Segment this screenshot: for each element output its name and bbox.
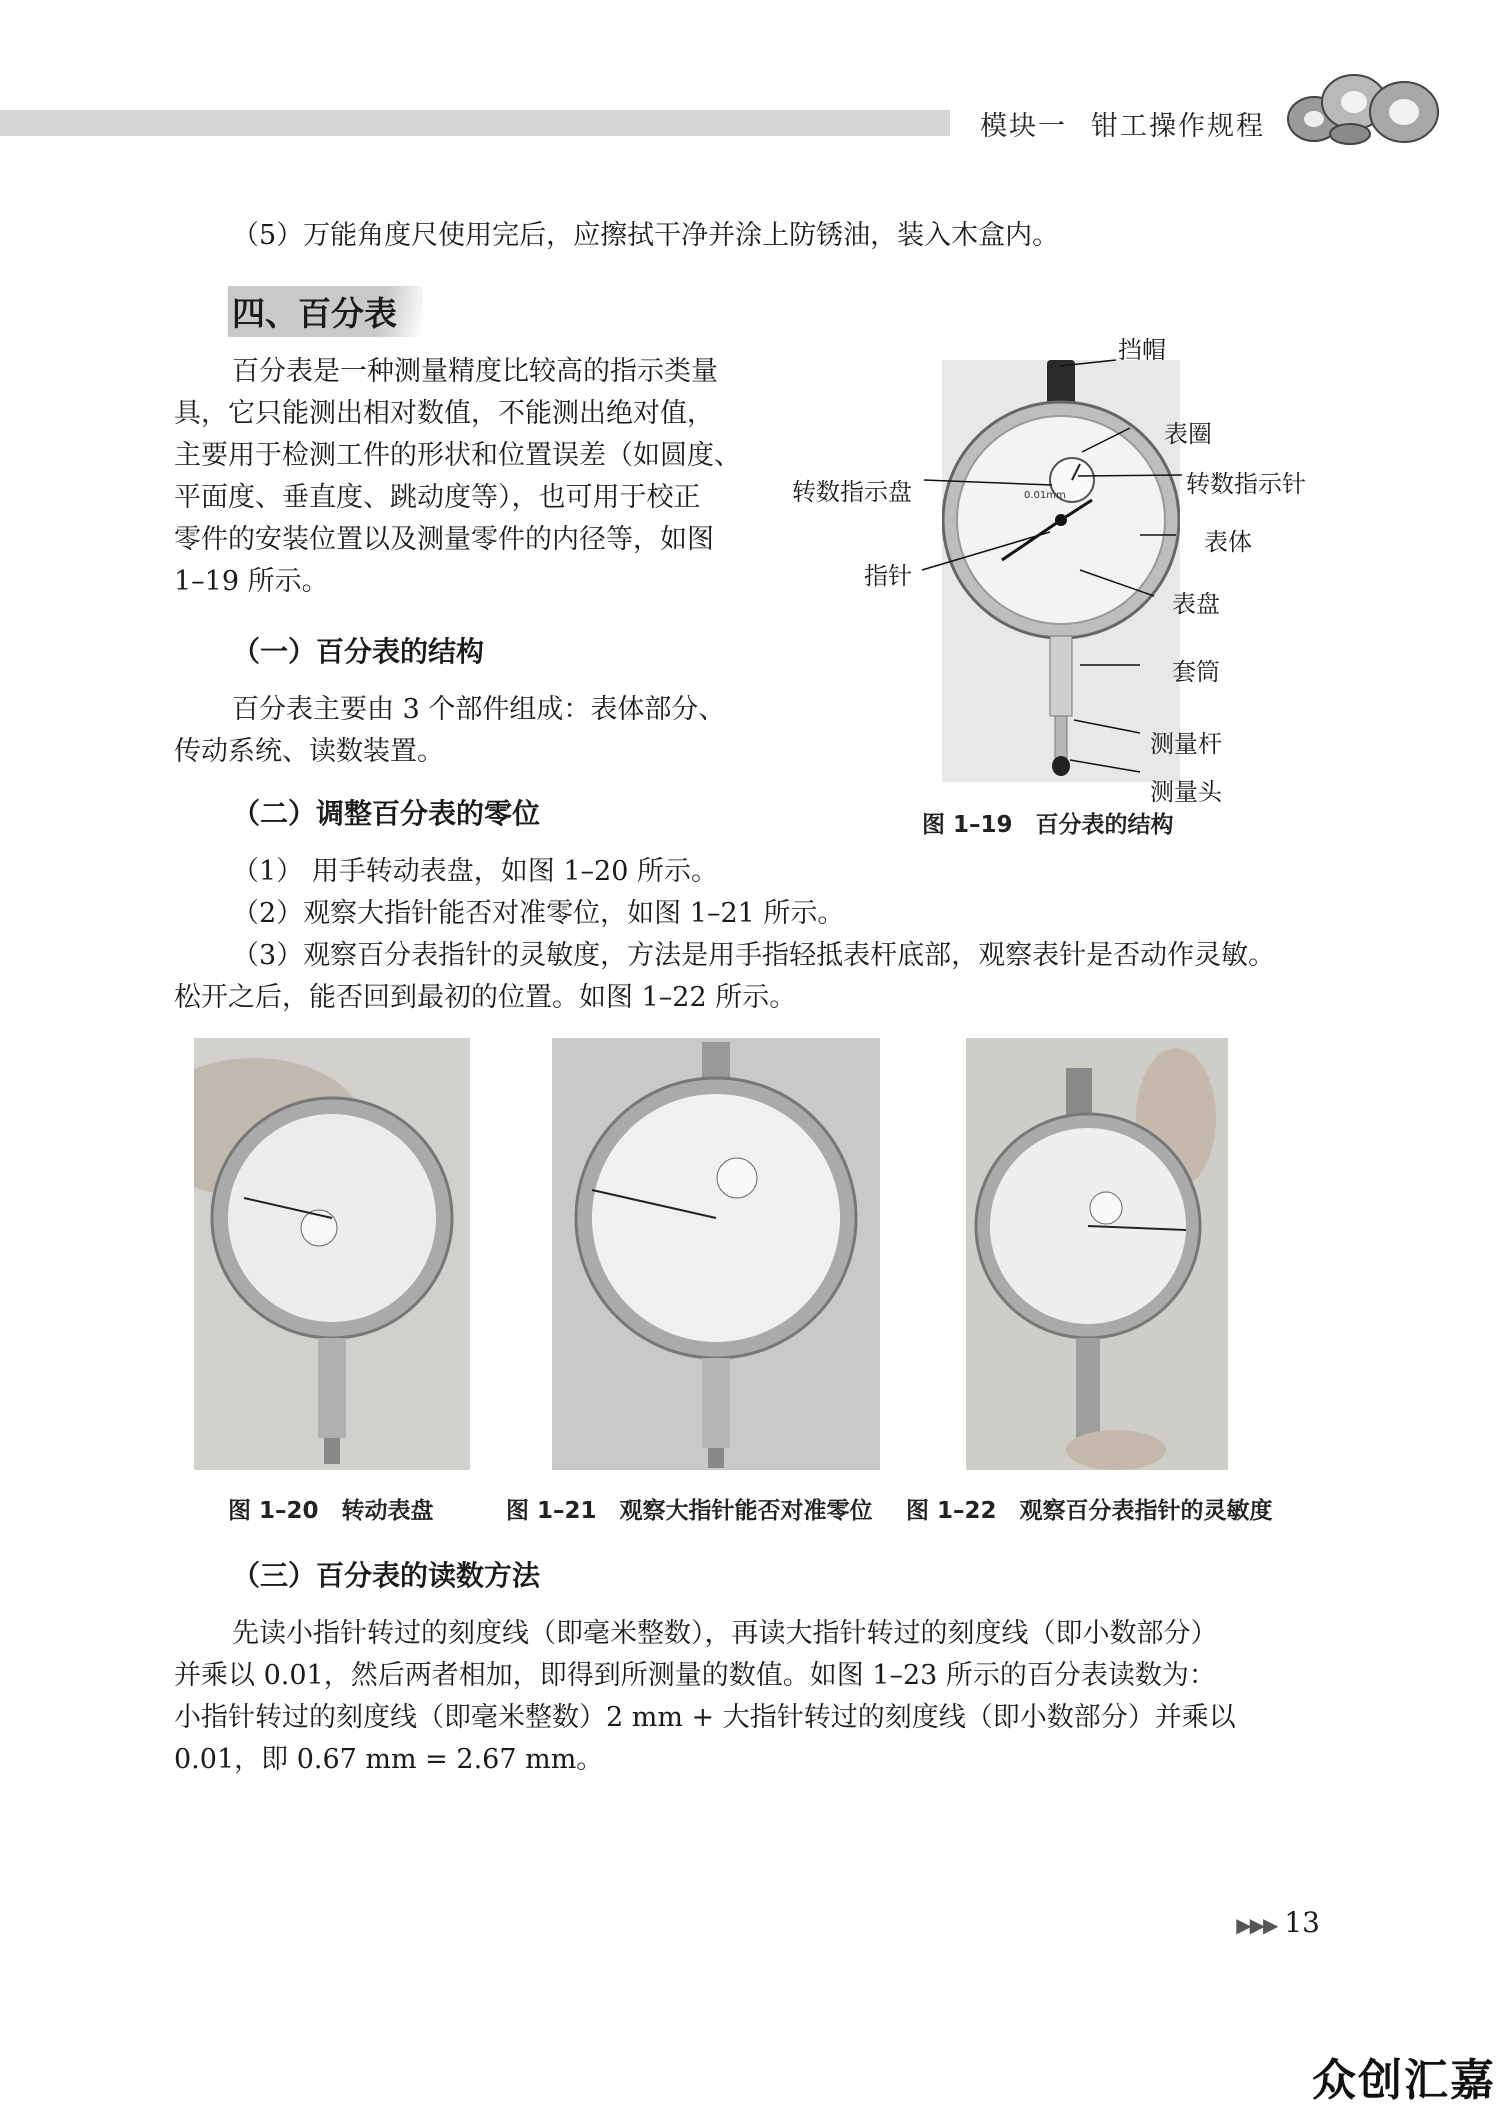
intro-line: 具，它只能测出相对数值，不能测出绝对值， <box>174 398 714 429</box>
label-head: 测量头 <box>1150 778 1222 806</box>
dies-icon <box>1280 64 1450 148</box>
figure-1-21-photo <box>552 1038 880 1470</box>
label-needle: 指针 <box>864 562 912 590</box>
label-bezel: 表圈 <box>1164 420 1212 448</box>
label-sleeve: 套筒 <box>1172 658 1220 686</box>
header-title: 钳工操作规程 <box>1091 111 1265 142</box>
figure-1-22-photo <box>966 1038 1228 1470</box>
dial-photo-2 <box>552 1038 880 1470</box>
figure-1-19-caption: 图 1–19 百分表的结构 <box>922 812 1174 838</box>
reading-line: 小指针转过的刻度线（即毫米整数）2 mm + 大指针转过的刻度线（即小数部分）并乘以 <box>174 1702 1236 1733</box>
header-bar <box>0 110 950 136</box>
structure-line: 百分表主要由 3 个部件组成：表体部分、 <box>232 694 726 725</box>
running-header <box>980 104 1265 143</box>
figure-1-20-photo <box>194 1038 470 1470</box>
label-rev-needle: 转数指示针 <box>1186 470 1306 498</box>
intro-line: 主要用于检测工件的形状和位置误差（如圆度、 <box>174 440 741 471</box>
step-line: （2）观察大指针能否对准零位，如图 1–21 所示。 <box>232 898 845 929</box>
label-body: 表体 <box>1204 528 1252 556</box>
subsection-reading-title: （三）百分表的读数方法 <box>232 1559 541 1592</box>
intro-line: 零件的安装位置以及测量零件的内径等，如图 <box>174 524 714 555</box>
intro-line: 1–19 所示。 <box>174 566 329 597</box>
step-line: 松开之后，能否回到最初的位置。如图 1–22 所示。 <box>174 982 797 1013</box>
watermark: 众创汇嘉 <box>1312 2055 1496 2106</box>
label-rev-dial: 转数指示盘 <box>792 478 912 506</box>
page-number-value: 13 <box>1284 1906 1320 1939</box>
intro-line: 百分表是一种测量精度比较高的指示类量 <box>232 356 718 387</box>
header-module: 模块一 <box>980 111 1067 142</box>
intro-line: 平面度、垂直度、跳动度等），也可用于校正 <box>174 482 701 513</box>
structure-line: 传动系统、读数装置。 <box>174 736 444 767</box>
dial-photo-1 <box>194 1038 470 1470</box>
step-line: （3）观察百分表指针的灵敏度，方法是用手指轻抵表杆底部，观察表针是否动作灵敏。 <box>232 940 1276 971</box>
figure-1-22-caption: 图 1–22 观察百分表指针的灵敏度 <box>906 1498 1273 1524</box>
label-cap: 挡帽 <box>1118 336 1166 364</box>
reading-line: 0.01，即 0.67 mm = 2.67 mm。 <box>174 1744 604 1775</box>
reading-line: 并乘以 0.01，然后两者相加，即得到所测量的数值。如图 1–23 所示的百分表读数为： <box>174 1660 1216 1691</box>
page-number <box>1236 1906 1320 1939</box>
reading-line: 先读小指针转过的刻度线（即毫米整数），再读大指针转过的刻度线（即小数部分） <box>232 1618 1218 1649</box>
figure-1-20-caption: 图 1–20 转动表盘 <box>228 1498 434 1524</box>
step-line: （1） 用手转动表盘，如图 1–20 所示。 <box>232 856 718 887</box>
label-rod: 测量杆 <box>1150 730 1222 758</box>
subsection-zero-title: （二）调整百分表的零位 <box>232 797 541 830</box>
section-title: 四、百分表 <box>228 286 423 337</box>
dial-unit-text: 0.01mm <box>1024 490 1066 501</box>
figure-1-21-caption: 图 1–21 观察大指针能否对准零位 <box>506 1498 873 1524</box>
paragraph-5: （5）万能角度尺使用完后，应擦拭干净并涂上防锈油，装入木盒内。 <box>232 220 1060 251</box>
subsection-structure-title: （一）百分表的结构 <box>232 635 485 668</box>
label-face: 表盘 <box>1172 590 1220 618</box>
page-arrows-icon: ▶▶▶ <box>1236 1913 1277 1937</box>
dial-photo-3 <box>966 1038 1228 1470</box>
